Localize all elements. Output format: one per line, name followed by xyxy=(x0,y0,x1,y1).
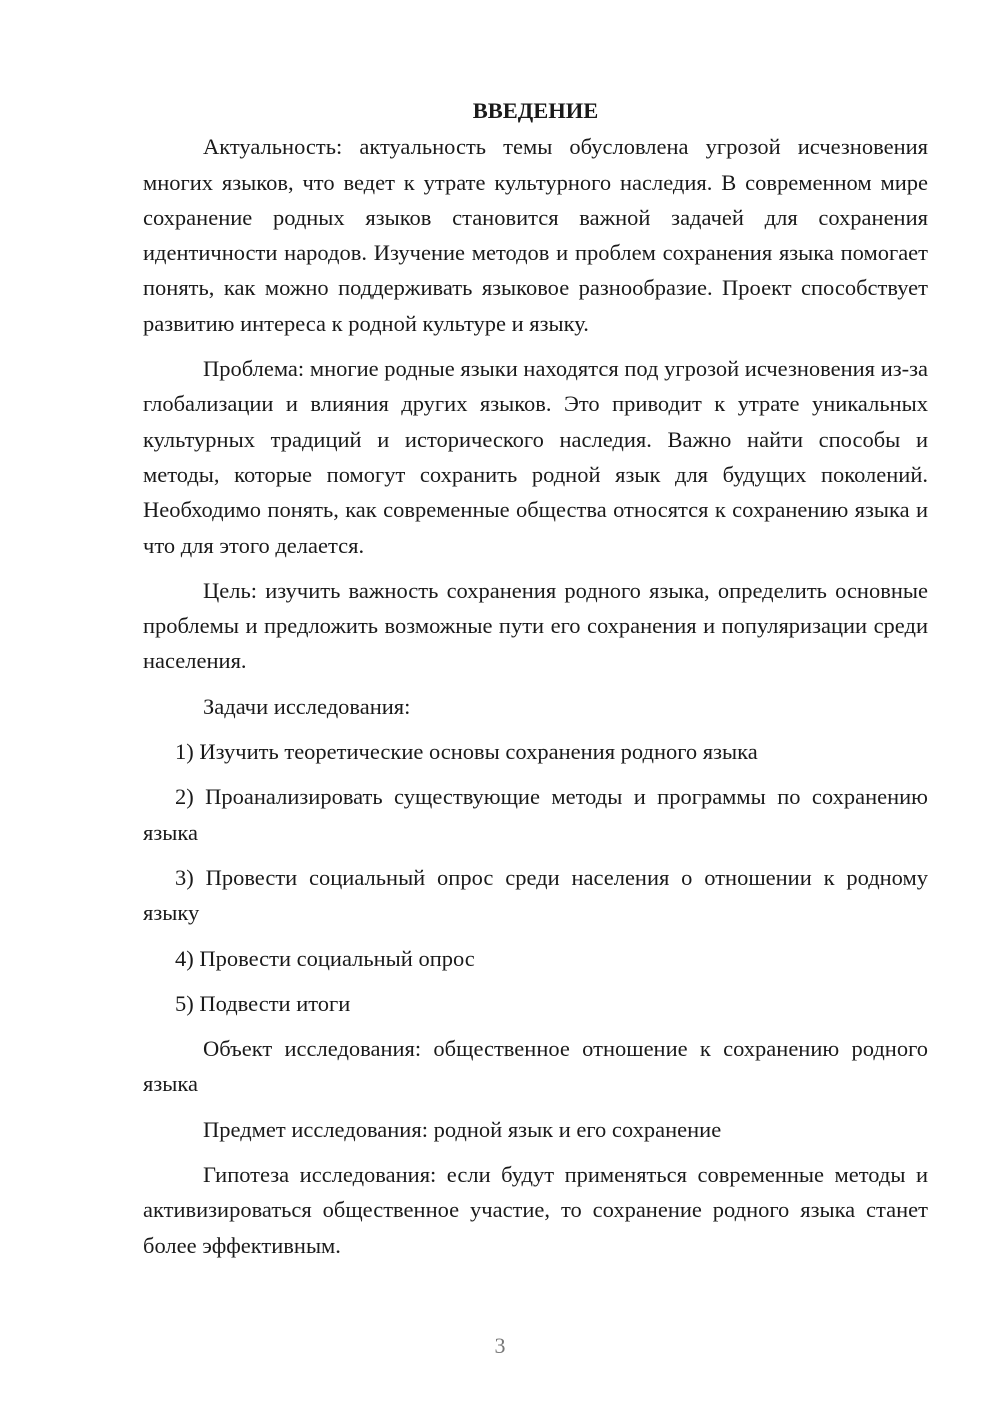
page-title: ВВЕДЕНИЕ xyxy=(472,98,599,123)
task-item-5: 5) Подвести итоги xyxy=(175,990,351,1016)
task-item-2: 2) Проанализировать существующие методы и программы по сохранению языка xyxy=(143,784,928,845)
goal-paragraph: Цель: изучить важность сохранения родного языка, определить основные проблемы и предложить возможные пути его сохранения и популяризации среди населения. xyxy=(143,577,928,674)
page-content xyxy=(143,93,928,1273)
hypothesis-paragraph: Гипотеза исследования: если будут применяться современные методы и активизироваться общественное участие, то сохранение родного языка станет более эффективным. xyxy=(143,1162,928,1258)
task-item-1: 1) Изучить теоретические основы сохранения родного языка xyxy=(175,739,758,765)
task-item-3: 3) Провести социальный опрос среди населения о отношении к родному языку xyxy=(143,864,928,926)
object-paragraph: Объект исследования: общественное отношение к сохранению родного языка xyxy=(143,1036,928,1097)
subject-paragraph: Предмет исследования: родной язык и его сохранение xyxy=(203,1116,722,1142)
task-item-4: 4) Провести социальный опрос xyxy=(175,945,475,971)
problem-paragraph: Проблема: многие родные языки находятся под угрозой исчезновения из-за глобализации и влияния других языков. Это приводит к утрате уникальных культурных традиций и исторического наследия. Важно найти способы и методы, которые помогут сохранить родной язык для будущих поколений. Необходимо понять, как современные общества относятся к сохранению языка и что для этого делается. xyxy=(143,356,928,558)
tasks-heading: Задачи исследования: xyxy=(203,693,411,719)
relevance-paragraph: Актуальность: актуальность темы обусловлена угрозой исчезновения многих языков, что ведет к утрате культурного наследия. В современном мире сохранение родных языков становится важной задачей для сохранения идентичности народов. Изучение методов и проблем сохранения языка помогает понять, как можно поддерживать языковое разнообразие. Проект способствует развитию интереса к родной культуре и языку. xyxy=(143,134,928,336)
page-number: 3 xyxy=(494,1333,506,1358)
